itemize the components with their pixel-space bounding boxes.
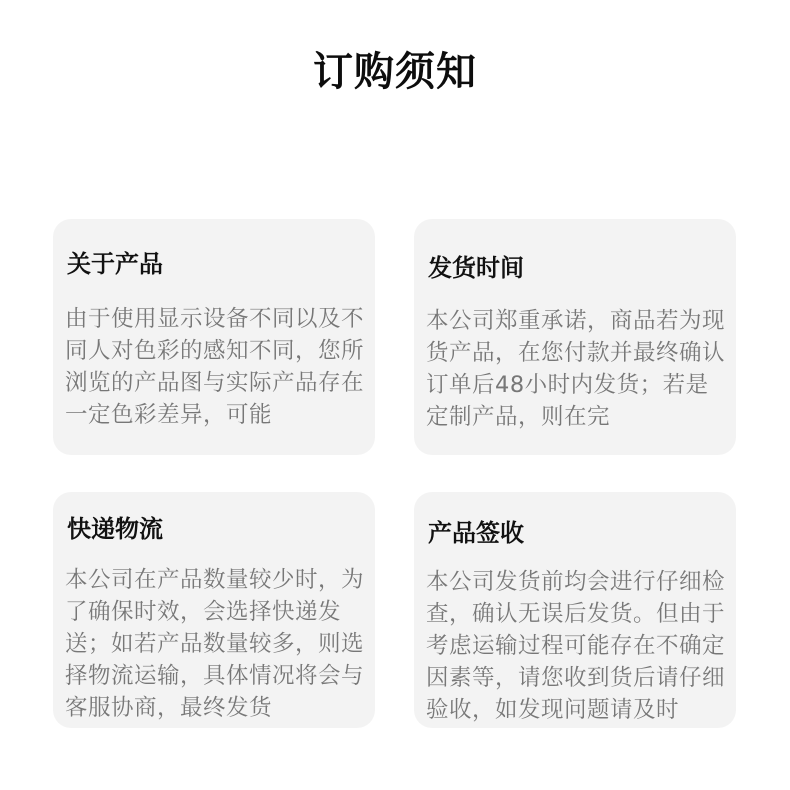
card-about-product (53, 219, 375, 455)
card-body: 本公司郑重承诺，商品若为现货产品，在您付款并最终确认订单后48小时内发货；若是定制产品，则在完 (426, 308, 726, 430)
page-title: 订购须知 (313, 49, 477, 95)
card-title: 快递物流 (67, 515, 163, 543)
card-title: 发货时间 (428, 254, 524, 282)
card-title: 产品签收 (428, 519, 524, 547)
card-body: 由于使用显示设备不同以及不同人对色彩的感知不同，您所浏览的产品图与实际产品存在一定色彩差异，可能 (65, 306, 365, 428)
card-body: 本公司在产品数量较少时，为了确保时效，会选择快递发送；如若产品数量较多，则选择物流运输，具体情况将会与客服协商，最终发货 (65, 567, 365, 721)
card-express-logistics (53, 492, 375, 728)
card-title: 关于产品 (67, 250, 163, 278)
card-shipping-time (414, 219, 736, 455)
card-body: 本公司发货前均会进行仔细检查，确认无误后发货。但由于考虑运输过程可能存在不确定因素等，请您收到货后请仔细验收，如发现问题请及时 (426, 569, 726, 723)
card-product-receipt (414, 492, 736, 728)
